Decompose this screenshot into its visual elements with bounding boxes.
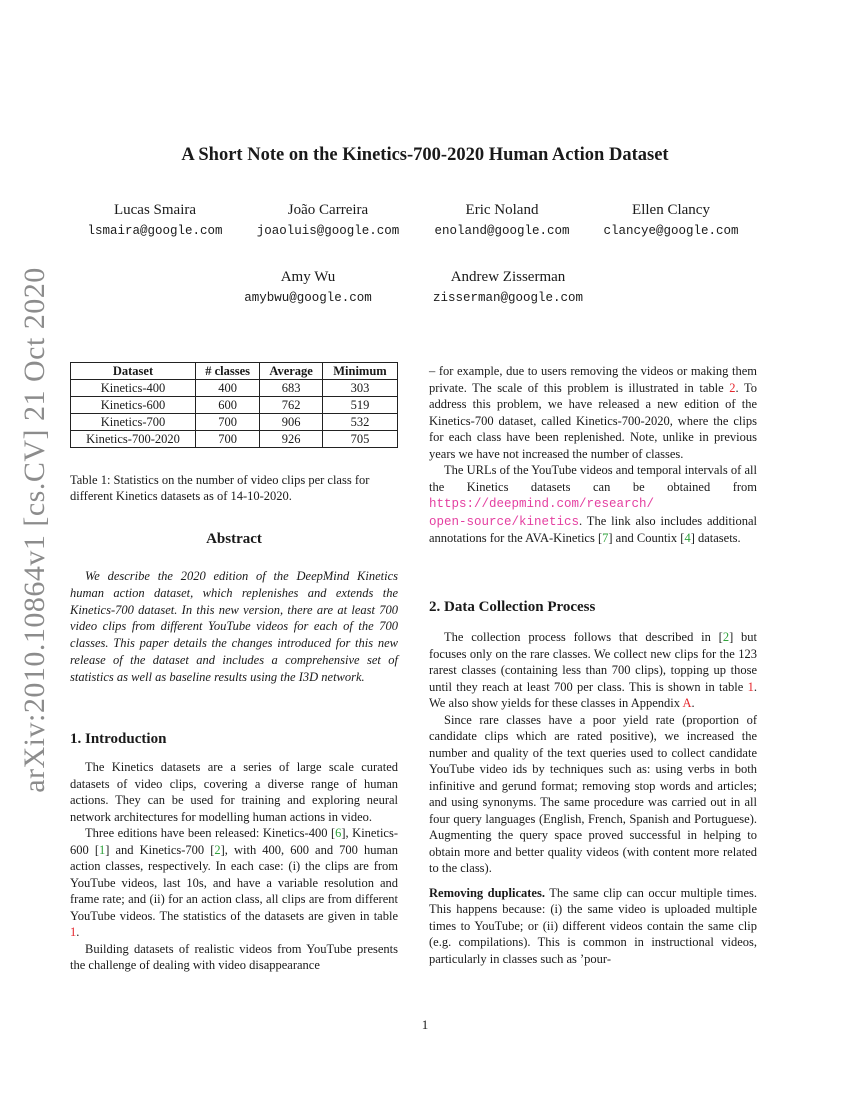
- paragraph: [70, 825, 398, 941]
- url-link[interactable]: open-source/kinetics: [429, 514, 580, 529]
- author-block: [228, 201, 428, 239]
- appendix-ref-link[interactable]: A: [682, 696, 692, 710]
- text-run: ], with 400, 600 and 700 human action classes, respectively. In each case: (i) the clips are from YouTube videos, last 10s, and have a variable resolution and frame rate; and (ii) for an action class, all clips are from different YouTube videos. The statistics of the datasets are given in table: [70, 842, 398, 923]
- author-email[interactable]: clancye@google.com: [603, 224, 739, 238]
- table-caption: Table 1: Statistics on the number of video clips per class for different Kinetics datasets as of 14-10-2020.: [70, 473, 370, 503]
- table-cell: 519: [322, 397, 397, 414]
- author-email[interactable]: lsmaira@google.com: [87, 224, 223, 238]
- intro-body: [70, 759, 398, 974]
- table-cell: 762: [260, 397, 323, 414]
- table-row: [71, 380, 398, 397]
- text-run: . To address this problem, we have released a new edition of the Kinetics-700 dataset, called Kinetics-700-2020, where the clips for each class have been replenished. Note, unlike in previous years we have not increased the number of classes.: [429, 380, 757, 461]
- stats-table: [70, 362, 398, 448]
- author-name: Ellen Clancy: [632, 202, 710, 218]
- table-header-row: [71, 363, 398, 380]
- paper-title: A Short Note on the Kinetics-700-2020 Human Action Dataset: [181, 145, 669, 165]
- table-row: [71, 431, 398, 448]
- text-run: . The link also includes additional annotations for the AVA-Kinetics [: [429, 513, 757, 545]
- table-header-cell: Minimum: [322, 363, 397, 380]
- table-cell: 400: [196, 380, 260, 397]
- citation-link[interactable]: 6: [335, 826, 342, 840]
- right-column-top: [429, 363, 757, 547]
- text-run: ] and Kinetics-700 [: [105, 842, 215, 857]
- author-email[interactable]: zisserman@google.com: [432, 291, 584, 305]
- table-ref-link[interactable]: 2: [729, 380, 736, 395]
- author-block: [571, 201, 771, 239]
- table-cell: Kinetics-400: [71, 380, 196, 397]
- author-name: Eric Noland: [465, 202, 539, 218]
- table-cell: 705: [322, 431, 397, 448]
- text-run: . We also show yields for these classes in Appendix: [429, 679, 757, 710]
- paragraph-run-head: Removing duplicates.: [429, 885, 545, 900]
- table-cell: Kinetics-700-2020: [71, 431, 196, 448]
- arxiv-sidebar: [10, 267, 60, 793]
- table-header-cell: Dataset: [71, 363, 196, 380]
- text-run: .: [691, 696, 695, 710]
- table-cell: Kinetics-600: [71, 397, 196, 414]
- right-column-bottom: [429, 629, 757, 967]
- table-ref-link[interactable]: 1: [747, 679, 754, 694]
- paragraph: Since rare classes have a poor yield rate (proportion of candidate clips which are rated positive), we increased the number and quality of the text queries used to collect candidate YouTube video ids by techniques such as: using verbs in both infinitive and gerund format; removing stop words and articles; and using synonyms. The same procedure was carried out in all four query languages (English, French, Spanish and Portuguese). Augmenting the query space proved successful in helping to obtain more and better quality videos (with content more related to the class).: [429, 712, 757, 875]
- abstract-text: We describe the 2020 edition of the DeepMind Kinetics human action dataset, which replenishes and extends the Kinetics-700 dataset. In this new version, there are at least 700 video clips from different YouTube videos for each of the 700 classes. This paper details the changes introduced for this new release of the dataset and includes a comprehensive set of statistics as well as baseline results using the I3D network.: [70, 569, 398, 684]
- table-cell: 926: [260, 431, 323, 448]
- table-cell: 600: [196, 397, 260, 414]
- text-run: ], Kinetics-600 [: [70, 826, 398, 857]
- table-cell: 303: [322, 380, 397, 397]
- author-name: João Carreira: [287, 202, 369, 218]
- text-run: The collection process follows that described in [: [444, 630, 723, 644]
- author-email[interactable]: joaoluis@google.com: [256, 224, 400, 238]
- text-run: .: [76, 925, 80, 939]
- author-block: [408, 268, 608, 306]
- text-run: ] but focuses only on the rare classes. We collect new clips for the 123 rarest classes (containing less than 700 clips), topping up those until they reach at least 700 per class. This is shown in table: [429, 630, 757, 694]
- table-cell: 906: [260, 414, 323, 431]
- paragraph: [429, 363, 757, 462]
- author-block: [208, 268, 408, 306]
- table-header-cell: # classes: [196, 363, 260, 380]
- table-cell: Kinetics-700: [71, 414, 196, 431]
- citation-link[interactable]: 1: [98, 842, 106, 857]
- author-email[interactable]: enoland@google.com: [434, 224, 570, 238]
- author-name: Andrew Zisserman: [450, 269, 566, 285]
- abstract-heading: Abstract: [206, 531, 262, 547]
- page-number: 1: [421, 1017, 429, 1032]
- paragraph: The Kinetics datasets are a series of large scale curated datasets of video clips, covering a diverse range of human actions. They can be used for training and exploring neural network architectures for modelling human actions in video.: [70, 760, 398, 824]
- arxiv-id: arXiv:2010.10864v1 [cs.CV] 21 Oct 2020: [18, 267, 51, 793]
- author-email[interactable]: amybwu@google.com: [244, 291, 372, 305]
- citation-link[interactable]: 4: [684, 531, 691, 545]
- table-cell: 532: [322, 414, 397, 431]
- table-cell: 700: [196, 414, 260, 431]
- text-run: ] datasets.: [690, 531, 741, 545]
- paragraph: Building datasets of realistic videos from YouTube presents the challenge of dealing with video disappearance: [70, 941, 398, 972]
- table-row: [71, 397, 398, 414]
- text-run: The same clip can occur multiple times. This happens because: (i) the same video is uploaded multiple times to YouTube; or (ii) different videos contain the same clip (e.g. compilations). This is common in instructional videos, particularly in classes such as ’pour-: [429, 885, 757, 966]
- author-name: Lucas Smaira: [113, 202, 197, 218]
- table-ref-link[interactable]: 1: [70, 925, 77, 939]
- table-row: [71, 414, 398, 431]
- text-run: – for example, due to users removing the videos or making them private. The scale of this problem is illustrated in table: [429, 364, 757, 395]
- citation-link[interactable]: 7: [602, 531, 609, 545]
- text-run: The URLs of the YouTube videos and temporal intervals of all the Kinetics datasets can be obtained from: [429, 463, 757, 494]
- text-run: Three editions have been released: Kinetics-400 [: [85, 826, 336, 840]
- url-link[interactable]: https://deepmind.com/research/: [429, 497, 655, 511]
- table-header-cell: Average: [260, 363, 323, 380]
- author-name: Amy Wu: [280, 269, 336, 285]
- table-cell: 700: [196, 431, 260, 448]
- citation-link[interactable]: 2: [722, 630, 730, 644]
- author-block: [55, 201, 255, 239]
- paragraph: [429, 462, 757, 547]
- table-cell: 683: [260, 380, 323, 397]
- text-run: ] and Countix [: [608, 531, 685, 545]
- section-heading-data-collection: 2. Data Collection Process: [429, 599, 596, 615]
- citation-link[interactable]: 2: [214, 842, 221, 857]
- paragraph: [429, 885, 757, 968]
- section-heading-introduction: 1. Introduction: [70, 731, 167, 747]
- paragraph: [429, 629, 757, 712]
